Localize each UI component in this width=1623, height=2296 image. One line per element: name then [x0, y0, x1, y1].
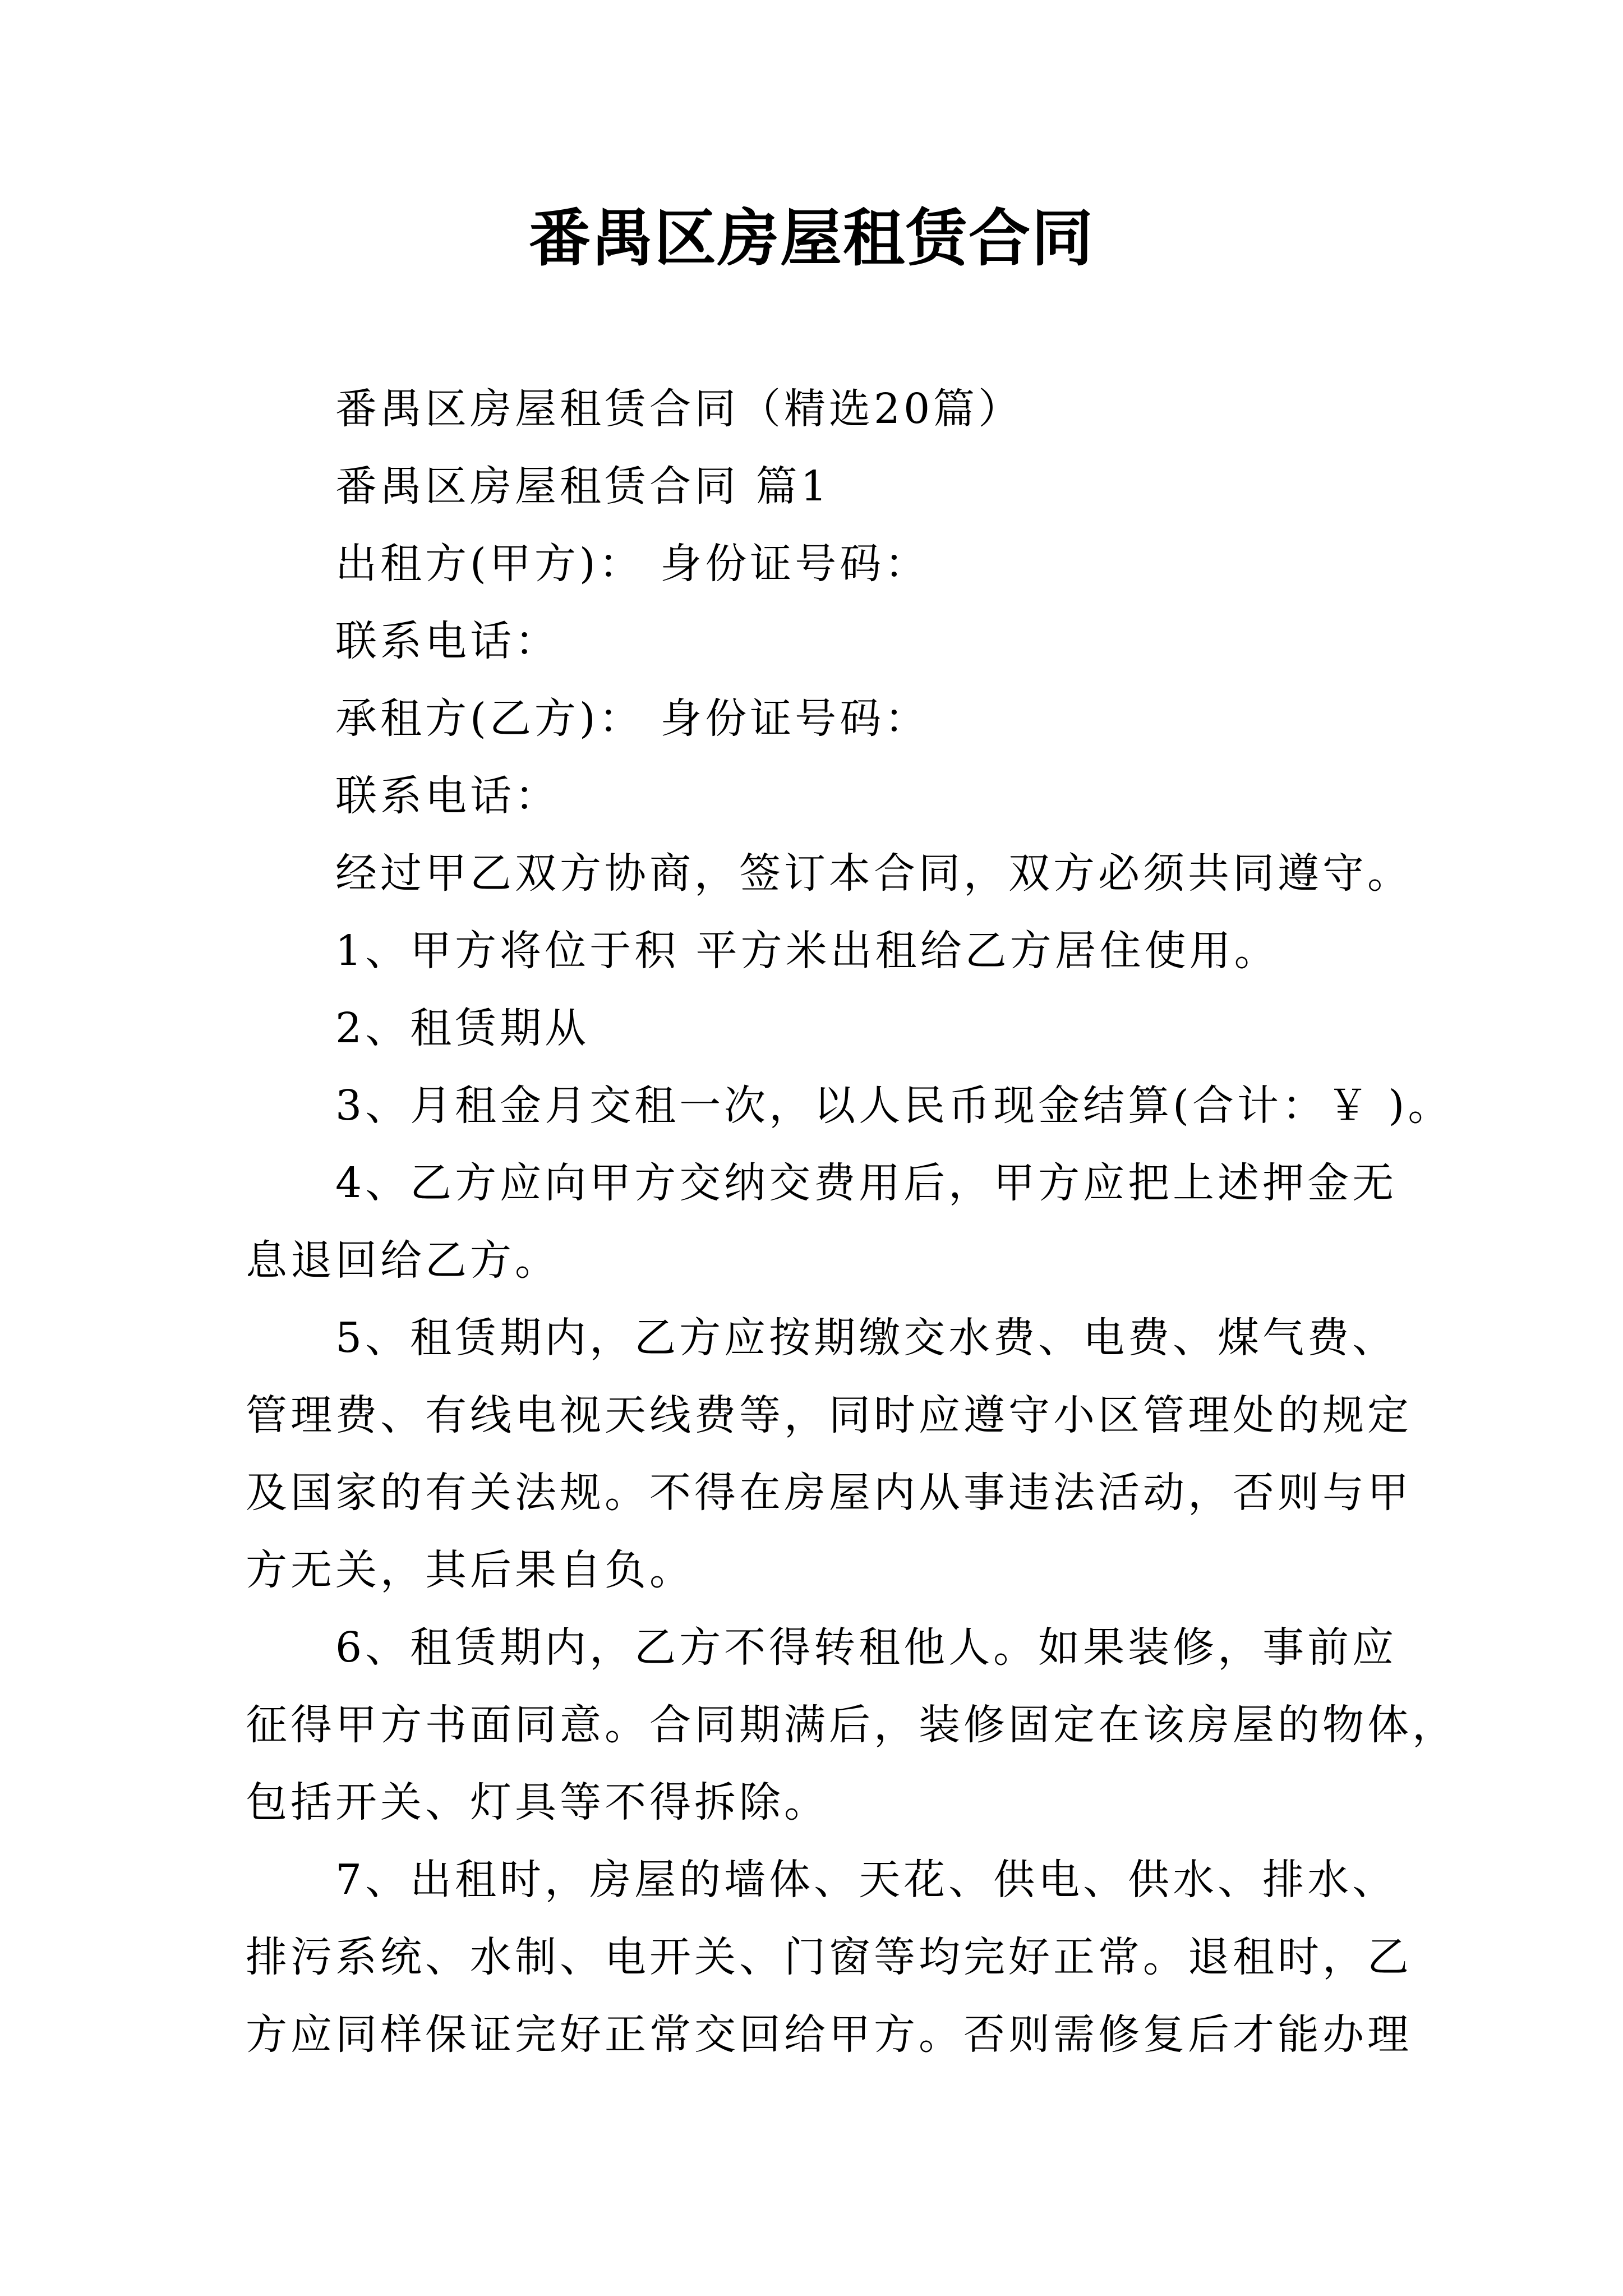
- paragraph-line: 7、出租时，房屋的墙体、天花、供电、供水、排水、: [335, 1856, 1398, 1904]
- paragraph-line: 承租方(乙方)： 身份证号码：: [335, 694, 930, 743]
- document-body: [246, 370, 1457, 2073]
- paragraph-line: 息退回给乙方。: [246, 1236, 560, 1285]
- paragraph-line: 排污系统、水制、电开关、门窗等均完好正常。退租时，乙: [246, 1933, 1412, 1981]
- paragraph-line: 出租方(甲方)： 身份证号码：: [335, 540, 930, 588]
- paragraph-line: 征得甲方书面同意。合同期满后，装修固定在该房屋的物体，: [246, 1701, 1457, 1749]
- paragraph-line: 5、租赁期内，乙方应按期缴交水费、电费、煤气费、: [335, 1314, 1398, 1362]
- paragraph-line: 6、租赁期内，乙方不得转租他人。如果装修，事前应: [335, 1623, 1398, 1672]
- paragraph-line: 及国家的有关法规。不得在房屋内从事违法活动，否则与甲: [246, 1469, 1412, 1517]
- paragraph-line: 方应同样保证完好正常交回给甲方。否则需修复后才能办理: [246, 2010, 1412, 2059]
- paragraph-line: 联系电话：: [335, 617, 560, 665]
- document-title: 番禺区房屋租赁合同: [529, 202, 1094, 274]
- paragraph-line: 方无关，其后果自负。: [246, 1546, 694, 1594]
- paragraph-line: 1、甲方将位于积 平方米出租给乙方居住使用。: [335, 927, 1279, 975]
- paragraph-line: 4、乙方应向甲方交纳交费用后，甲方应把上述押金无: [335, 1159, 1398, 1207]
- paragraph-line: 包括开关、灯具等不得拆除。: [246, 1778, 829, 1826]
- paragraph-line: 经过甲乙双方协商，签订本合同，双方必须共同遵守。: [335, 849, 1412, 898]
- paragraph-line: 2、租赁期从: [335, 1004, 590, 1052]
- paragraph-line: 3、月租金月交租一次，以人民币现金结算(合计：￥ )。: [335, 1082, 1453, 1130]
- paragraph-line: 管理费、有线电视天线费等，同时应遵守小区管理处的规定: [246, 1391, 1412, 1439]
- paragraph-line: 番禺区房屋租赁合同 篇1: [335, 462, 831, 510]
- paragraph-line: 番禺区房屋租赁合同（精选20篇）: [335, 385, 1023, 433]
- paragraph-line: 联系电话：: [335, 772, 560, 820]
